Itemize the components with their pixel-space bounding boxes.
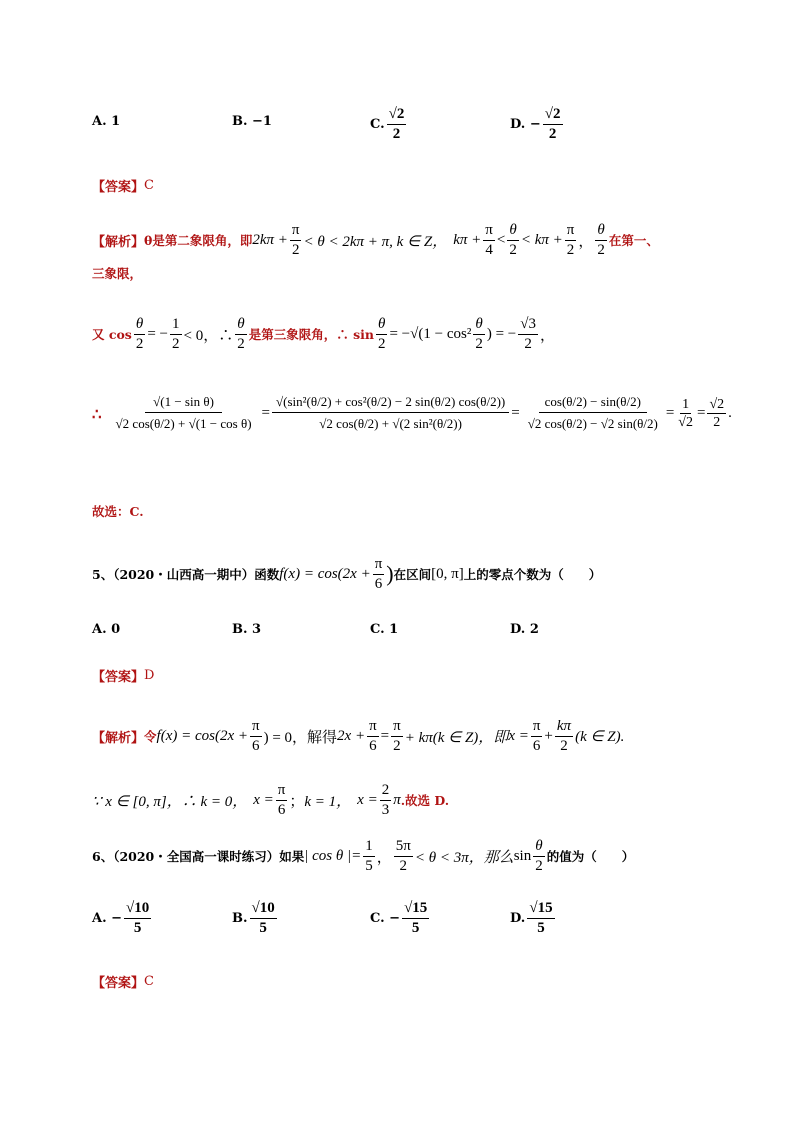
q6-question: 6、（2020・全国高一课时练习）如果 | cos θ |= $\frac{1}{5}$ ， $\frac{5\pi}{2}$ < θ < 3π，那么 sin $\frac{\theta}{2}$ 的值为（ ）: [92, 838, 635, 874]
q4-analysis-equation: ∴ $\frac{\text{√(1 − sin θ)}}{\text{√2 cos(θ/2) + √(1 − cos θ)}}$ = $\frac{\text{√(sin²(θ/2) + cos²(θ/2) − 2 sin(θ/2) cos(θ/2))}}{\text{√2 cos(θ/2) + √(2 sin²(θ/2))}}$ = $\frac{\cos(\theta/2) - \sin(\theta/2)}{√2 \cos(\theta/2) - √2 \sin(\theta/2)}$ = $\frac{1}{√2}$ = $\frac{√2}{2}$ .: [92, 394, 732, 432]
q4-option-b: B. −1: [232, 114, 272, 129]
q6-option-a: A. − $\frac{√10}{5}$: [92, 900, 150, 936]
q4-analysis-line3: 又 cos $\frac{\theta}{2}$ = − $\frac{1}{2}$ < 0，∴ $\frac{\theta}{2}$ 是第三象限角，∴ sin $\frac{\theta}{2}$ = −√(1 − cos² $\frac{\theta}{2}$ ) = − $\frac{√3}{2}$ ，: [92, 316, 555, 352]
q4-option-d: D. − $\frac{√2}{2}$: [510, 106, 561, 142]
q5-option-a: A. 0: [92, 622, 121, 637]
q4-analysis-line1: 【解析】 θ是第二象限角，即 2kπ + $\frac{\pi}{2}$ < θ < 2kπ + π, k ∈ Z， kπ + $\frac{\pi}{4}$ < $\frac{\theta}{2}$ < kπ + $\frac{\pi}{2}$ ， $\frac{\theta}{2}$ 在第一、: [92, 222, 659, 258]
q4-option-c: C. $\frac{√2}{2}$: [370, 106, 405, 142]
q6-answer: 【答案】 C: [92, 974, 154, 991]
q4-analysis-line2: 三象限，: [92, 266, 143, 281]
q5-question: 5、（2020・山西高一期中）函数 f(x) = cos(2x + $\frac{\pi}{6}$ ) 在区间 [0, π] 上的零点个数为（ ）: [92, 556, 602, 592]
q5-analysis-line2: ∵ x ∈ [0, π]，∴ k = 0， x = $\frac{\pi}{6}$ ； k = 1， x = $\frac{2}{3}$ π .故选 D.: [92, 782, 450, 818]
q6-option-d: D. $\frac{√15}{5}$: [510, 900, 553, 936]
q5-answer: 【答案】 D: [92, 668, 155, 685]
q6-option-b: B. $\frac{√10}{5}$: [232, 900, 275, 936]
q5-option-b: B. 3: [232, 622, 262, 637]
q6-option-c: C. − $\frac{√15}{5}$: [370, 900, 428, 936]
q4-option-a: A. 1: [92, 114, 121, 129]
q4-conclusion: 故选：C.: [92, 504, 144, 519]
q4-answer: 【答案】 C: [92, 178, 154, 195]
q5-analysis-line1: 【解析】 令 f(x) = cos(2x + $\frac{\pi}{6}$ ) = 0，解得 2x + $\frac{\pi}{6}$ = $\frac{\pi}{2}$ + kπ(k ∈ Z)，即 x = $\frac{\pi}{6}$ + $\frac{k\pi}{2}$ (k ∈ Z).: [92, 718, 625, 754]
q5-option-c: C. 1: [370, 622, 399, 637]
q5-option-d: D. 2: [510, 622, 539, 637]
